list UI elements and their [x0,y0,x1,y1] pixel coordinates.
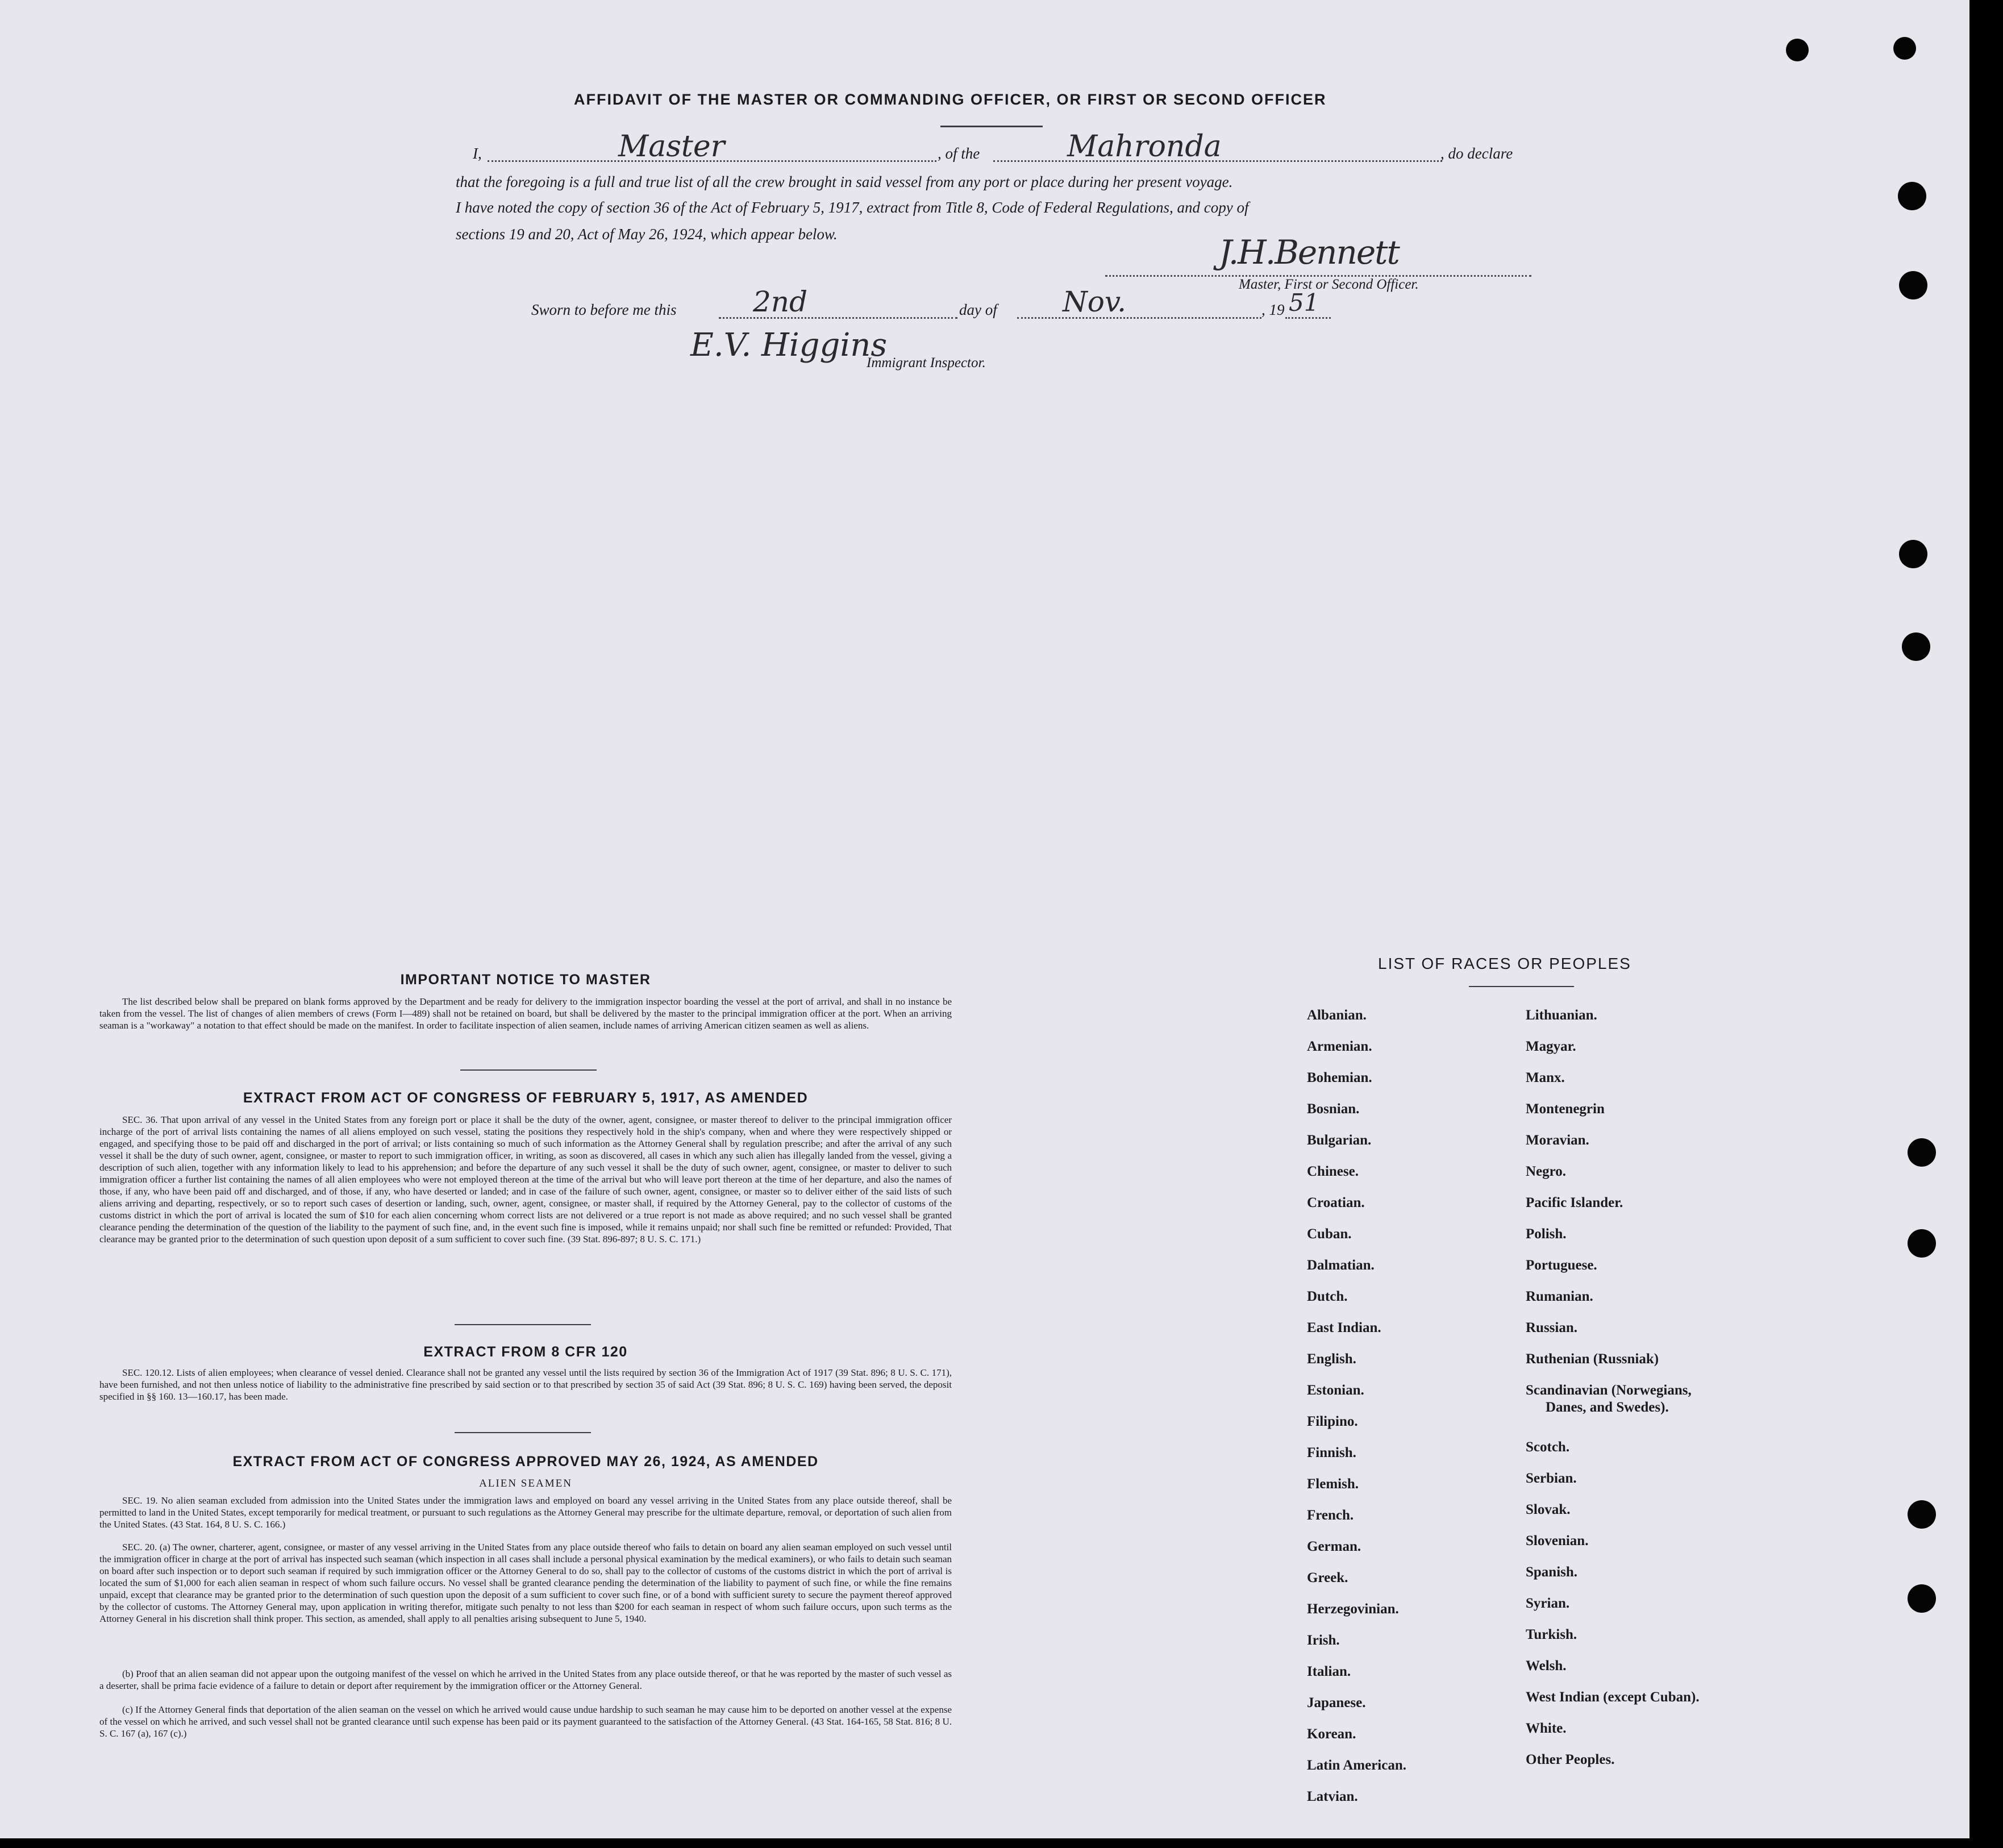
race-item: Lithuanian. [1526,1008,1597,1023]
sworn-year-handwritten: 51 [1289,289,1319,317]
binder-hole [1908,1138,1936,1167]
race-item: Bosnian. [1307,1101,1360,1117]
inspector-signature: E.V. Higgins [690,327,888,364]
race-item: Estonian. [1307,1383,1364,1398]
master-handwritten: Master [618,130,725,164]
race-item: East Indian. [1307,1320,1381,1335]
of-the-label: , of the [938,145,980,162]
race-item: Ruthenian (Russniak) [1526,1351,1659,1367]
extract-8cfr-divider [455,1432,591,1433]
binder-hole [1908,1500,1936,1529]
extract-1924-sec20c: (c) If the Attorney General finds that deportation of the alien seaman on the vessel on which he arrived would cause undue hardship to such seaman he may cause him to be deported on another vessel at the expense of the vessel on which he arrived, and such vessel shall not be granted clearance until such expense has been paid or its payment guaranteed to the satisfaction of the Attorney General. (43 Stat. 164-165, 58 Stat. 816; 8 U. S. C. 167 (a), 167 (c).) [99,1704,952,1739]
year-prefix: , 19 [1261,301,1285,318]
day-of-label: day of [959,301,997,318]
race-item: Negro. [1526,1164,1567,1179]
race-item: Japanese. [1307,1695,1366,1710]
declaration-line-2: that the foregoing is a full and true list of all the crew brought in said vessel from any port or place during her present voyage. [456,173,1233,190]
race-item: Moravian. [1526,1133,1589,1148]
race-item: Slovenian. [1526,1533,1589,1549]
race-item: Pacific Islander. [1526,1195,1623,1210]
race-item: Syrian. [1526,1596,1570,1611]
extract-1924-sec20a: SEC. 20. (a) The owner, charterer, agent, consignee, or master of any vessel arriving in the United States from any place outside thereof who fails to detain on board any alien seaman employed on such vessel until the immigration officer in charge at the port of arrival has inspected such seaman (which inspection in all cases shall include a personal physical examination by the medical examiners), or who fails to detain such seaman on board after such inspection or to deport such seaman if required by such immigration officer or the Attorney General to do so, shall pay to the collector of customs of the customs district in which the port of arrival is located the sum of $1,000 for each alien seaman in respect of whom such failure occurs. No vessel shall be granted clearance pending the determination of the liability to payment of such fine, or while the fine remains unpaid, except that clearance may be granted prior to the determination of such question upon the deposit of a sum sufficient to cover such fine, or of a bond with sufficient surety to secure the payment thereof approved by the collector of customs. The Attorney General may, upon application in writing therefor, mitigate such penalty to not less than $200 for each seaman in respect of whom such failure occurs, upon such terms as the Attorney General in his discretion shall think proper. This section, as amended, shall apply to all penalties arising subsequent to June 5, 1940. [99,1542,952,1624]
binder-hole [1908,1584,1936,1613]
race-item: Scandinavian (Norwegians, [1526,1383,1692,1398]
race-item: Flemish. [1307,1476,1359,1492]
sworn-prefix: Sworn to before me this [531,301,677,318]
race-item: Magyar. [1526,1039,1576,1054]
race-item: Italian. [1307,1664,1351,1679]
vessel-field [993,130,1442,164]
title-divider [940,126,1043,127]
sworn-day-handwritten: 2nd [753,285,808,318]
race-item: Serbian. [1526,1471,1577,1486]
binder-hole [1908,1229,1936,1258]
races-divider [1469,986,1574,987]
affidavit-title: AFFIDAVIT OF THE MASTER OR COMMANDING OFFICER, OR FIRST OR SECOND OFFICER [574,91,1327,108]
extract-1917-title: EXTRACT FROM ACT OF CONGRESS OF FEBRUARY 5, 1917, AS AMENDED [243,1090,809,1106]
race-item: Armenian. [1307,1039,1372,1054]
race-item: Turkish. [1526,1627,1577,1642]
declaration-line-3: I have noted the copy of section 36 of the Act of February 5, 1917, extract from Title 8, Code of Federal Regulations, and copy of [456,199,1249,216]
master-field [488,130,936,164]
declaration-line-4: sections 19 and 20, Act of May 26, 1924, which appear below. [456,226,838,243]
race-item: West Indian (except Cuban). [1526,1689,1700,1705]
declarant-prefix: I, [473,145,482,162]
race-item: Latvian. [1307,1789,1358,1804]
race-item: German. [1307,1539,1361,1554]
race-item: Albanian. [1307,1008,1367,1023]
race-item: Portuguese. [1526,1258,1597,1273]
races-title: LIST OF RACES OR PEOPLES [1378,955,1631,972]
binder-hole [1898,182,1926,210]
do-declare-label: , do declare [1440,145,1513,162]
extract-8cfr-body: SEC. 120.12. Lists of alien employees; when clearance of vessel denied. Clearance shall not be granted any vessel until the lists required by section 36 of the Immigration Act of 1917 (39 Stat. 896; 8 U. S. C. 171), have been furnished, and not then unless notice of liability to the administrative fine prescribed by said section or to that prescribed by section 35 of said Act (39 Stat. 896; 8 U. S. C. 169) having been served, the deposit specified in §§ 160. 13—160.17, has been made. [99,1367,952,1402]
sworn-year-field [1285,289,1331,319]
race-item: Chinese. [1307,1164,1359,1179]
race-item: Bulgarian. [1307,1133,1372,1148]
race-item: Korean. [1307,1726,1356,1742]
race-item: Danes, and Swedes). [1546,1400,1669,1415]
extract-1917-body: SEC. 36. That upon arrival of any vessel in the United States from any foreign port or place it shall be the duty of the owner, agent, consignee, or master thereof to deliver to the principal immigration officer incharge of the port of arrival lists containing the names of all aliens employed on such vessel, stating the positions they respectively hold in the ship's company, when and where they were respectively shipped or engaged, and specifying those to be paid off and discharged in the port of arrival; or lists containing so much of such information as the Attorney General shall by regulation prescribe; and after the arrival of any such vessel it shall be the duty of such owner, agent, consignee, or master to report to such immigration officer, in writing, as soon as discovered, all cases in which any such alien has illegally landed from the vessel, giving a description of such alien, together with any information likely to lead to his apprehension; and before the departure of any such vessel it shall be the duty of such owner, agent, consignee, or master to deliver to such immigration officer a further list containing the names of all alien employees who were not employed thereon at the time of the arrival but who will leave port thereon at the time of her departure, and also the names of those, if any, who have been paid off and discharged, and of those, if any, who have deserted or landed; and in case of the failure of such owner, agent, consignee, or master so to deliver either of the said lists of such aliens arriving and departing, respectively, or so to report such cases of desertion or landing, such, owner, agent, consignee, or master shall, if required by the Attorney General, pay to the collector of customs of the customs district in which the port of arrival is located the sum of $10 for each alien concerning whom correct lists are not delivered or a true report is not made as above required; and no such vessel shall be granted clearance pending the determination of the question of the liability to the payment of such fine, and, in the event such fine is imposed, while it remains unpaid; nor shall such fine be remitted or refunded: Provided, That clearance may be granted prior to the determination of such question upon deposit of a sum sufficient to cover such fine. (39 Stat. 896-897; 8 U. S. C. 171.) [99,1114,952,1245]
race-item: Bohemian. [1307,1070,1372,1085]
race-item: Latin American. [1307,1758,1406,1773]
race-item: Finnish. [1307,1445,1356,1460]
race-item: Slovak. [1526,1502,1571,1517]
sworn-month-handwritten: Nov. [1063,285,1127,318]
race-item: Montenegrin [1526,1101,1605,1117]
extract-1924-subtitle: ALIEN SEAMEN [479,1477,572,1489]
race-item: Croatian. [1307,1195,1365,1210]
race-item: Spanish. [1526,1564,1578,1580]
race-item: Irish. [1307,1633,1340,1648]
inspector-caption: Immigrant Inspector. [867,355,986,371]
race-item: Cuban. [1307,1226,1352,1242]
race-item: Manx. [1526,1070,1565,1085]
race-item: French. [1307,1508,1354,1523]
race-item: Filipino. [1307,1414,1358,1429]
binder-hole [1899,271,1927,299]
race-item: Dalmatian. [1307,1258,1375,1273]
master-signature: J.H.Bennett [1219,233,1399,272]
binder-hole [1899,540,1927,568]
race-item: Rumanian. [1526,1289,1593,1304]
race-item: Welsh. [1526,1658,1567,1674]
race-item: Scotch. [1526,1439,1570,1455]
race-item: Herzegovinian. [1307,1601,1399,1617]
binder-hole [1902,632,1930,661]
notice-divider [460,1069,597,1071]
notice-body: The list described below shall be prepared on blank forms approved by the Department and be ready for delivery to the immigration inspector boarding the vessel at the port of arrival, and shall in no instance be taken from the vessel. The list of changes of alien members of crews (Form I—489) shall not be retained on board, but shall be delivered by the master to the principal immigration officer at the port. When an arriving seaman is a "workaway" a notation to that effect should be made on the manifest. In order to facilitate inspection of alien seamen, include names of arriving American citizen seamen as well as aliens. [99,996,952,1031]
race-item: Polish. [1526,1226,1567,1242]
race-item: White. [1526,1721,1567,1736]
race-item: English. [1307,1351,1356,1367]
sworn-day-field [719,285,957,319]
binder-hole [1893,37,1916,60]
race-item: Greek. [1307,1570,1348,1585]
extract-1924-title: EXTRACT FROM ACT OF CONGRESS APPROVED MAY 26, 1924, AS AMENDED [232,1454,819,1470]
sworn-month-field [1017,285,1261,319]
binder-hole [1786,39,1809,61]
extract-1917-divider [455,1324,591,1325]
race-item: Russian. [1526,1320,1578,1335]
signature-caption: Master, First or Second Officer. [1239,277,1419,292]
notice-title: IMPORTANT NOTICE TO MASTER [400,972,651,988]
vessel-handwritten: Mahronda [1067,130,1222,164]
race-item: Other Peoples. [1526,1752,1615,1767]
extract-8cfr-title: EXTRACT FROM 8 CFR 120 [423,1344,628,1360]
race-item: Dutch. [1307,1289,1348,1304]
extract-1924-sec20b: (b) Proof that an alien seaman did not appear upon the outgoing manifest of the vessel on which he arrived in the United States from any place outside thereof, or that he was reported by the master of such vessel as a deserter, shall be prima facie evidence of a failure to detain or deport after requirement by the immigration officer or the Attorney General. [99,1668,952,1691]
extract-1924-sec19: SEC. 19. No alien seaman excluded from admission into the United States under the immigration laws and employed on board any vessel arriving in the United States from any place outside thereof, shall be permitted to land in the United States, except temporarily for medical treatment, or pursuant to such regulations as the Attorney General may prescribe for the ultimate departure, removal, or deportation of such alien from the United States. (43 Stat. 164, 8 U. S. C. 166.) [99,1495,952,1530]
